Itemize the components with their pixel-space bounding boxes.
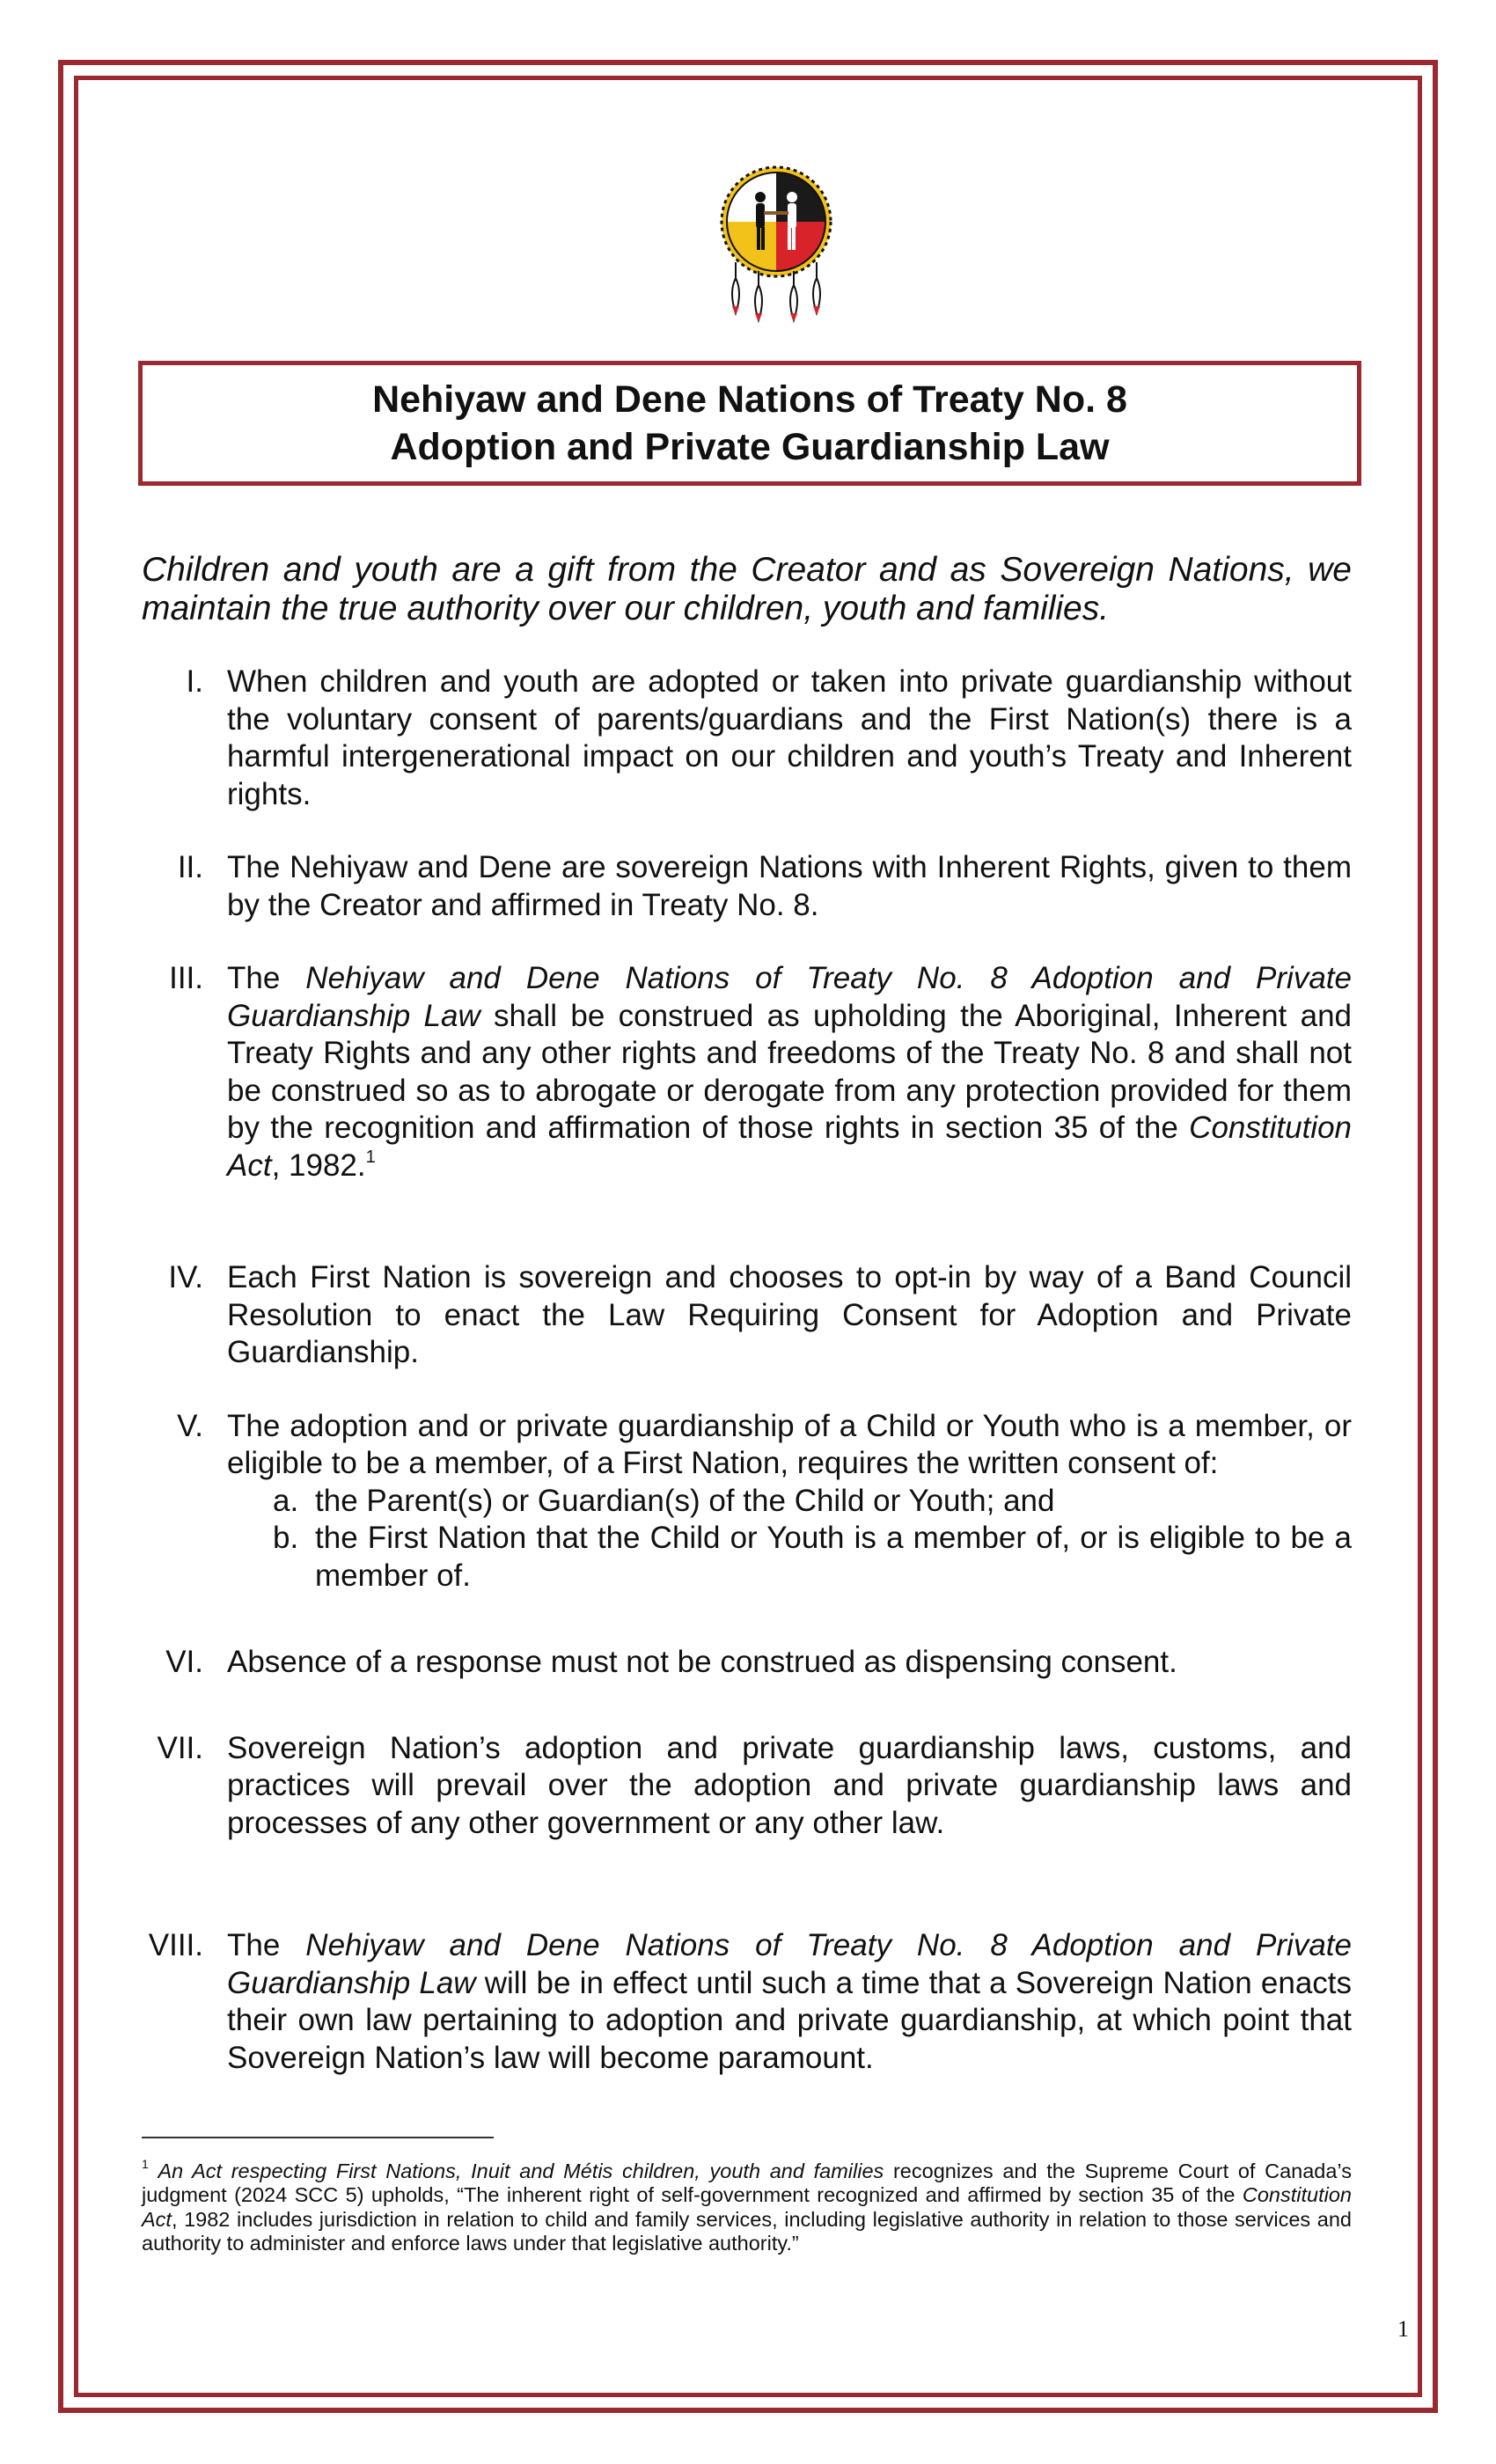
clause-iv [168, 1259, 1352, 1372]
clause-i [186, 664, 1352, 813]
clause-number: I. [186, 664, 203, 699]
footnote-separator [142, 2137, 494, 2138]
clause-text: The Nehiyaw and Dene are sovereign Nations with Inherent Rights, given to them by the Creator and affirmed in Treaty No. 8. [227, 850, 1352, 922]
clause-number: II. [177, 850, 203, 884]
clause-text-pre: The [227, 961, 306, 995]
sub-item-letter: a. [273, 1483, 299, 1518]
clause-number: IV. [168, 1260, 203, 1294]
sub-item-a [227, 1483, 1352, 1521]
clause-text-post: , 1982. [271, 1148, 366, 1183]
clause-text: Absence of a response must not be construed as dispensing consent. [227, 1645, 1177, 1679]
sub-item-b [227, 1520, 1352, 1595]
clause-text-post: will be in effect until such a time that a Sovereign Nation enacts their own law pertaining to adoption and private guardianship, at which point that Sovereign Nation’s law will become paramount. [227, 1965, 1353, 2075]
clause-iii [169, 960, 1353, 1184]
footnote-act-name: Constitution Act [142, 2183, 1352, 2231]
clause-number: V. [177, 1408, 203, 1443]
sub-item-text: the First Nation that the Child or Youth is a member of, or is eligible to be a member of. [315, 1521, 1352, 1593]
clause-text: Each First Nation is sovereign and chooses to opt-in by way of a Band Council Resolution to enact the Law Requiring Consent for Adoption and Private Guardianship. [227, 1260, 1352, 1369]
act-name: Constitution Act [227, 1111, 1352, 1183]
clause-text-pre: The [227, 1928, 306, 1962]
clause-v [177, 1408, 1352, 1595]
clause-text: The adoption and or private guardianship of a Child or Youth who is a member, or eligible to be a member, of a First Nation, requires the written consent of: [227, 1408, 1352, 1480]
clause-viii [148, 1927, 1353, 2077]
footnote-reference[interactable]: 1 [365, 1147, 376, 1167]
footnote-text-1: recognizes and the Supreme Court of Canada’s judgment (2024 SCC 5) upholds, “The inherent right of self-government recognized and affirmed by section 35 of the [142, 2159, 1352, 2207]
sub-item-text: the Parent(s) or Guardian(s) of the Child or Youth; and [315, 1483, 1055, 1518]
clause-number: III. [169, 961, 203, 995]
sub-item-letter: b. [273, 1521, 299, 1555]
treaty-emblem-logo [713, 164, 840, 331]
clause-number: VI. [165, 1645, 203, 1679]
clause-text: Sovereign Nation’s adoption and private guardianship laws, customs, and practices will prevail over the adoption and private guardianship laws and processes of any other government or any other law. [227, 1730, 1352, 1840]
intro-statement: Children and youth are a gift from the Creator and as Sovereign Nations, we maintain the true authority over our children, youth and families. [142, 551, 1352, 627]
title-line-2: Adoption and Private Guardianship Law [390, 426, 1110, 468]
title-line-1: Nehiyaw and Dene Nations of Treaty No. 8 [372, 378, 1127, 421]
footnote-act-title: An Act respecting First Nations, Inuit and Métis children, youth and families [158, 2159, 884, 2182]
clause-ii [177, 849, 1352, 924]
page-number: 1 [1397, 2316, 1409, 2342]
clause-vii [157, 1730, 1352, 1843]
footnote-mark: 1 [142, 2157, 149, 2171]
footnote-text-2: , 1982 includes jurisdiction in relation to child and family services, including legislative authority in relation to those services and authority to administer and enforce laws under that legislative authority.” [142, 2207, 1352, 2255]
clause-vi [165, 1644, 1352, 1682]
law-name: Nehiyaw and Dene Nations of Treaty No. 8 Adoption and Private Guardianship Law [227, 961, 1352, 1033]
sub-item-list [227, 1483, 1352, 1595]
law-name: Nehiyaw and Dene Nations of Treaty No. 8 Adoption and Private Guardianship Law [227, 1928, 1352, 2000]
title-box [138, 361, 1361, 486]
clause-number: VIII. [148, 1928, 203, 1962]
footnote [142, 2154, 1352, 2256]
clause-text-mid: shall be construed as upholding the Aboriginal, Inherent and Treaty Rights and any other rights and freedoms of the Treaty No. 8 and shall not be construed so as to abrogate or derogate from any protection provided for them by the recognition and affirmation of those rights in section 35 of the [227, 998, 1353, 1145]
clause-number: VII. [157, 1730, 203, 1765]
clause-list [0, 664, 1496, 2077]
clause-text: When children and youth are adopted or taken into private guardianship without the voluntary consent of parents/guardians and the First Nation(s) there is a harmful intergenerational impact on our children and youth’s Treaty and Inherent rights. [227, 664, 1352, 811]
